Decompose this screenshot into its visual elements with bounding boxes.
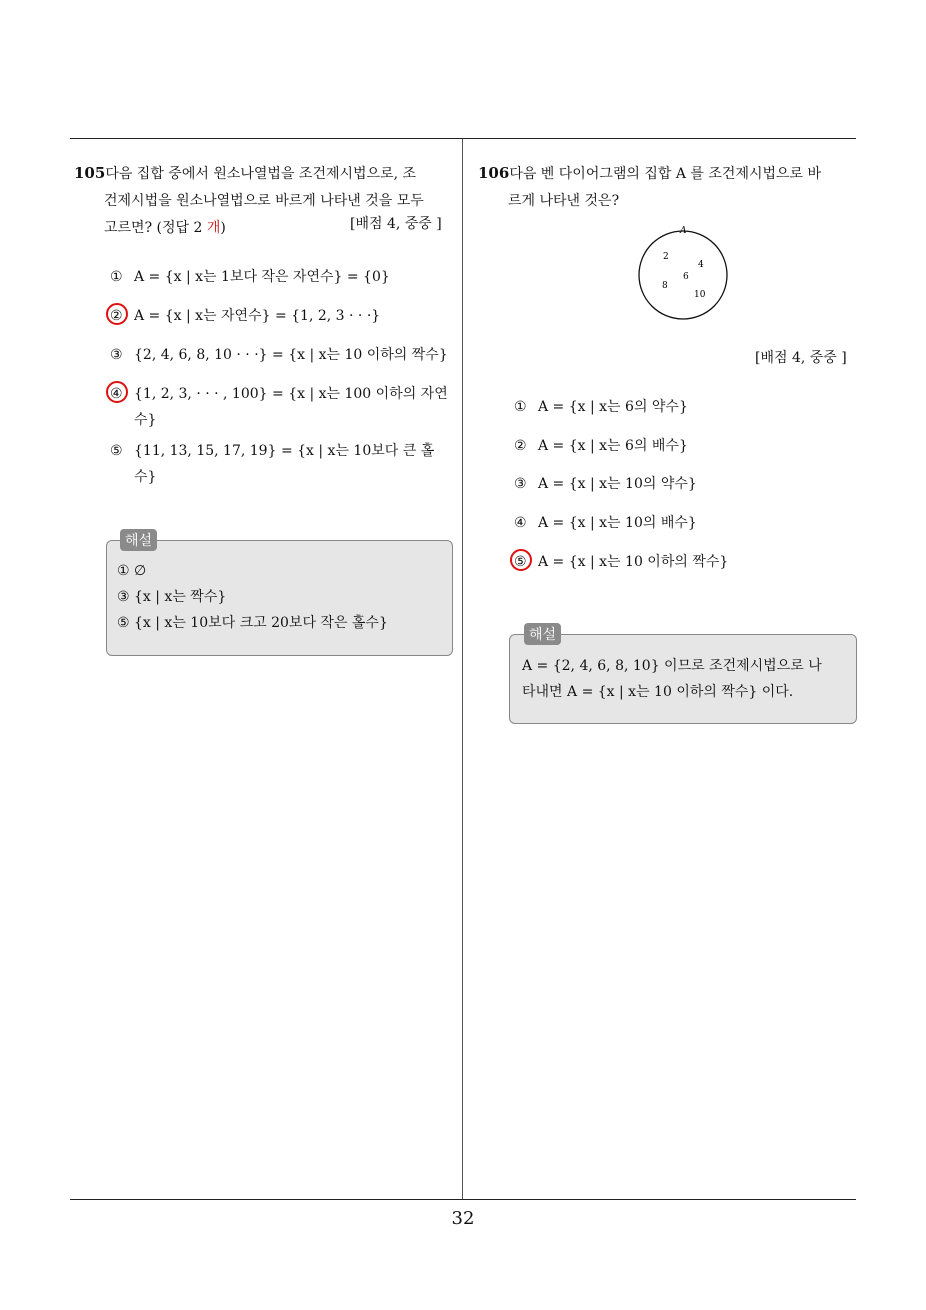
choice-text: {11, 13, 15, 17, 19} = {x | x는 10보다 큰 홀 bbox=[134, 443, 435, 459]
question-text-line: 건제시법을 원소나열법으로 바르게 나타낸 것을 모두 bbox=[104, 193, 424, 209]
choice-4[interactable] bbox=[110, 381, 448, 433]
solution-line: ⑤ {x | x는 10보다 크고 20보다 작은 홀수} bbox=[117, 615, 388, 631]
choice-mark: ① bbox=[110, 269, 123, 285]
choice-mark: ⑤ bbox=[514, 554, 527, 570]
choice-1[interactable] bbox=[110, 264, 390, 290]
choice-mark: ② bbox=[110, 308, 123, 324]
answer-count-unit: 개 bbox=[206, 220, 221, 236]
solution-line: ① ∅ bbox=[117, 563, 147, 579]
question-number: 106 bbox=[478, 164, 510, 182]
bottom-rule bbox=[70, 1199, 856, 1200]
venn-element: 6 bbox=[683, 272, 689, 282]
choice-text-cont: 수} bbox=[134, 412, 157, 428]
question-text-line: 다음 벤 다이어그램의 집합 A 를 조건제시법으로 바 bbox=[509, 166, 822, 182]
venn-element: 4 bbox=[698, 260, 704, 270]
choice-mark: ⑤ bbox=[110, 443, 123, 459]
page-number: 32 bbox=[451, 1208, 475, 1229]
choice-mark: ④ bbox=[514, 515, 527, 531]
venn-element: 8 bbox=[662, 281, 668, 291]
venn-element: 2 bbox=[663, 252, 669, 262]
choice-mark: ① bbox=[514, 399, 527, 415]
question-text-close: ) bbox=[220, 220, 226, 236]
choice-3[interactable] bbox=[110, 342, 448, 368]
venn-element: 10 bbox=[694, 290, 706, 300]
choice-5[interactable] bbox=[514, 549, 728, 575]
solution-box bbox=[509, 627, 857, 724]
choice-text: {1, 2, 3, · · · , 100} = {x | x는 100 이하의 자연 bbox=[134, 386, 448, 402]
choice-text: A = {x | x는 1보다 작은 자연수} = {0} bbox=[134, 269, 390, 285]
choice-text: A = {x | x는 10의 배수} bbox=[538, 515, 697, 531]
choice-5[interactable] bbox=[110, 438, 434, 490]
solution-box bbox=[106, 533, 453, 656]
choice-text-cont: 수} bbox=[134, 469, 157, 485]
choice-mark: ③ bbox=[110, 347, 123, 363]
choice-text: A = {x | x는 10 이하의 짝수} bbox=[538, 554, 729, 570]
choice-mark: ④ bbox=[110, 386, 123, 402]
venn-set-label: A bbox=[680, 226, 687, 236]
choice-text: A = {x | x는 10의 약수} bbox=[538, 476, 697, 492]
choice-1[interactable] bbox=[514, 394, 688, 420]
top-rule bbox=[70, 138, 856, 139]
question-106 bbox=[478, 160, 858, 215]
solution-tag: 해설 bbox=[120, 529, 157, 551]
choice-mark: ② bbox=[514, 438, 527, 454]
score-meta: [배점 4, 중중 ] bbox=[755, 350, 847, 366]
score-meta: [배점 4, 중중 ] bbox=[350, 216, 442, 232]
question-number: 105 bbox=[74, 164, 106, 182]
choice-3[interactable] bbox=[514, 471, 697, 497]
venn-diagram bbox=[632, 222, 734, 324]
choice-text: A = {x | x는 자연수} = {1, 2, 3 · · ·} bbox=[134, 308, 381, 324]
choice-2[interactable] bbox=[514, 433, 688, 459]
question-text-line: 르게 나타낸 것은? bbox=[508, 193, 620, 209]
choice-2[interactable] bbox=[110, 303, 380, 329]
solution-line: A = {2, 4, 6, 8, 10} 이므로 조건제시법으로 나 bbox=[522, 658, 822, 674]
column-divider bbox=[462, 139, 463, 1200]
question-text-line: 고르면? (정답 2 bbox=[104, 220, 207, 236]
solution-tag: 해설 bbox=[524, 623, 561, 645]
solution-line: 타내면 A = {x | x는 10 이하의 짝수} 이다. bbox=[522, 684, 794, 700]
choice-4[interactable] bbox=[514, 510, 697, 536]
solution-line: ③ {x | x는 짝수} bbox=[117, 589, 227, 605]
question-text-line: 다음 집합 중에서 원소나열법을 조건제시법으로, 조 bbox=[105, 166, 417, 182]
choice-mark: ③ bbox=[514, 476, 527, 492]
choice-text: A = {x | x는 6의 배수} bbox=[538, 438, 688, 454]
choice-text: A = {x | x는 6의 약수} bbox=[538, 399, 688, 415]
choice-text: {2, 4, 6, 8, 10 · · ·} = {x | x는 10 이하의 짝수} bbox=[134, 347, 448, 363]
